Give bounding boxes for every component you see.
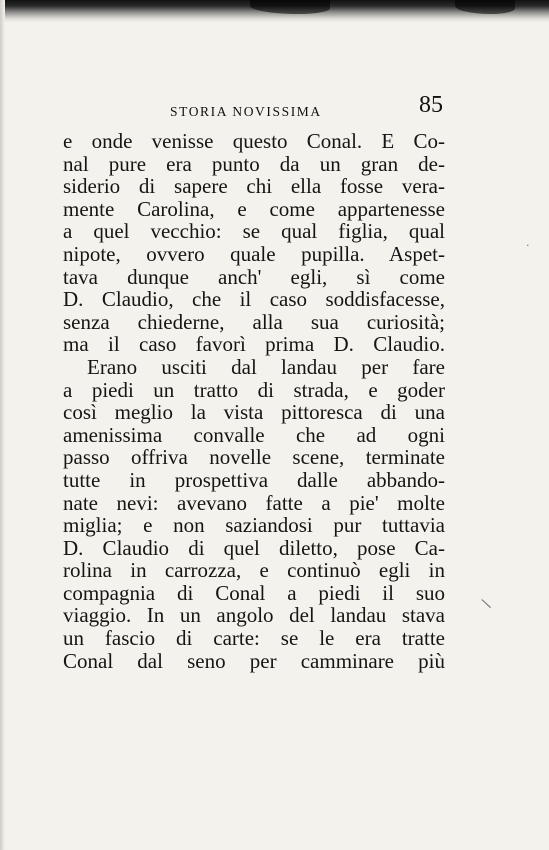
text-line: Conal dal seno per camminare più (63, 648, 445, 673)
text-line: tava dunque anch' egli, sì come (63, 264, 445, 289)
text-line: a piedi un tratto di strada, e goder (63, 377, 445, 402)
text-line: passo offriva novelle scene, terminate (63, 445, 445, 470)
text-line: mente Carolina, e come appartenesse (63, 196, 445, 221)
text-line: rolina in carrozza, e continuò egli in (63, 558, 445, 583)
text-line: nipote, ovvero quale pupilla. Aspet- (63, 241, 445, 266)
text-line: un fascio di carte: se le era tratte (63, 626, 445, 651)
text-line: compagnia di Conal a piedi il suo (63, 580, 445, 605)
text-line: viaggio. In un angolo del landau stava (63, 603, 445, 628)
text-line: D. Claudio, che il caso soddisfacesse, (63, 287, 445, 312)
text-line: senza chiederne, alla sua curiosità; (63, 309, 445, 334)
text-line: nal pure era punto da un gran de- (63, 151, 445, 176)
page-header (0, 92, 549, 122)
scan-mark: . (526, 236, 530, 249)
body-text (63, 130, 445, 672)
text-line: nate nevi: avevano fatte a pie' molte (63, 490, 445, 515)
page-number: 85 (419, 92, 443, 118)
text-line: a quel vecchio: se qual figlia, qual (63, 219, 445, 244)
running-head: STORIA NOVISSIMA (170, 104, 322, 119)
text-line: miglia; e non saziandosi pur tuttavia (63, 513, 445, 538)
text-line: amenissima convalle che ad ogni (63, 422, 445, 447)
page-left-edge (0, 0, 5, 850)
text-line: D. Claudio di quel diletto, pose Ca- (63, 535, 445, 560)
text-line: siderio di sapere chi ella fosse vera- (63, 174, 445, 199)
text-line: Erano usciti dal landau per fare (87, 354, 445, 379)
text-line: tutte in prospettiva dalle abbando- (63, 467, 445, 492)
text-line: così meglio la vista pittoresca di una (63, 400, 445, 425)
scan-mark: \ (480, 595, 493, 613)
text-line: ma il caso favorì prima D. Claudio. (63, 332, 445, 357)
text-line: e onde venisse questo Conal. E Co- (63, 129, 445, 153)
